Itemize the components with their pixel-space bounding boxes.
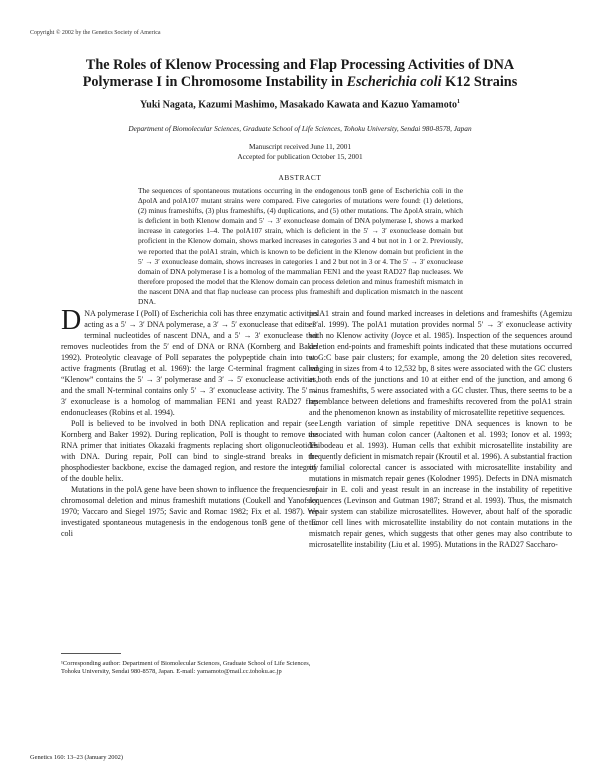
- title-species: Escherichia coli: [346, 74, 442, 90]
- intro-paragraph-1-text: NA polymerase I (PolI) of Escherichia coli has three enzymatic activities acting as a 5′ → 3′ DNA polymerase, a 3′ → 5′ exonuclease that edits 3′ terminal nucleotides of nascent DNA, and a 5′ → 3′ exonuclease that removes nucleotides from the 5′ end of DNA or RNA (Kornberg and Baker 1992). Proteolytic cleavage of PolI separates the polypeptide chain into two active fragments (Brutlag et al. 1969): the large C-terminal fragment called “Klenow” contains the 5′ → 3′ polymerase and 3′ → 5′ exonuclease activities, and the small N-terminal contains only 5′ → 3′ exonuclease activity. The 5′ → 3′ exonuclease is a homolog of mammalian FEN1 and yeast RAD27 flap endonucleases (Robins et al. 1994).: [61, 309, 318, 417]
- received-date: Manuscript received June 11, 2001: [248, 142, 352, 151]
- author-list: [40, 99, 560, 110]
- intro-paragraph-4: polA1 strain and found marked increases in deletions and frameshifts (Agemizu et al. 1999). The polA1 mutation provides normal 5′ → 3′ exonuclease activity with no Klenow activity (Joyce et al. 1985). Inspection of the sequences around deletion end-points and frameshift points indicated that these mutations occurred at G:C base pair clusters; for example, among the 20 deletion sites recovered, ranging in sizes from 4 to 12,532 bp, 8 sites were associated with the GC clusters at both ends of the junctions and 10 at either end of the junction, and among 6 minus frameshifts, 5 were associated with a GC cluster. Thus, there seems to be a resemblance between deletions and frameshifts recovered from the polA1 strain and the phenomenon known as instability of microsatellite repetitive sequences.: [309, 309, 572, 417]
- right-column: [309, 308, 572, 550]
- abstract-body: The sequences of spontaneous mutations occurring in the endogenous tonB gene of Escherichia coli in the ΔpolA and polA107 mutant strains were compared. Five categories of mutations were found: (1) deletions, (2) minus frameshifts, (3) plus frameshifts, (4) duplications, and (5) other mutations. The ΔpolA strain, which is deficient in both Klenow domain and 5′ → 3′ exonuclease domain of DNA polymerase I, shows a marked increase in categories 1–4. The polA107 strain, which is deficient in the 5′ → 3′ exonuclease domain but proficient in the Klenow domain, shows marked increases in categories 3 and 4 but not in 1 or 2. Previously, we reported that the polA1 strain, which is known to be deficient in the Klenow domain but proficient in the 5′ → 3′ exonuclease domain, shows increases in categories 1 and 2 but not in 3 or 4. The 5′ → 3′ exonuclease domain of DNA polymerase I is a homolog of the mammalian FEN1 and the yeast RAD27 flap nucleases. We therefore proposed the model that the Klenow domain can process deletion and minus frameshift mismatch in the nascent DNA and that flap nuclease can process plus frameshift and duplication mismatch in the nascent DNA.: [138, 186, 463, 307]
- author-footnote-mark: 1: [457, 99, 461, 105]
- intro-paragraph-2: PolI is believed to be involved in both DNA replication and repair (see Kornberg and Baker 1992). During replication, PolI is thought to remove the RNA primer that initiates Okazaki fragments replacing short oligonucleotides with DNA. During repair, PolI can bind to single-strand breaks in the phosphodiester backbone, excise the damaged region, and restore the integrity of the double helix.: [61, 419, 318, 483]
- title-line-1: The Roles of Klenow Processing and Flap Processing Activities of DNA: [85, 57, 515, 73]
- intro-paragraph-1: [61, 305, 318, 418]
- footnote-divider: [61, 653, 121, 654]
- authors-text: Yuki Nagata, Kazumi Mashimo, Masakado Kawata and Kazuo Yamamoto: [139, 99, 458, 111]
- title-line-2a: Polymerase I in Chromosome Instability in: [82, 74, 347, 90]
- intro-paragraph-3: Mutations in the polA gene have been shown to influence the frequencies of chromosomal deletion and minus frameshift mutations (Coukell and Yanofsky 1970; Vaccaro and Siegel 1975; Savic and Romac 1982; Fix et al. 1987). We investigated spontaneous mutagenesis in the endogenous tonB gene of the E. coli: [61, 485, 318, 538]
- journal-citation: Genetics 160: 13–23 (January 2002): [30, 754, 123, 761]
- manuscript-dates: [40, 142, 560, 162]
- affiliation: Department of Biomolecular Sciences, Graduate School of Life Sciences, Tohoku University, Sendai 980-8578, Japan: [128, 124, 472, 133]
- corresponding-author-footnote: ¹Corresponding author: Department of Biomolecular Sciences, Graduate School of Life Sciences, Tohoku University, Sendai 980-8578, Japan. E-mail: yamamoto@mail.cc.tohoku.ac.jp: [61, 660, 311, 675]
- paper-title: [40, 57, 560, 91]
- intro-paragraph-5: Length variation of simple repetitive DNA sequences is known to be associated with human colon cancer (Aaltonen et al. 1993; Ionov et al. 1993; Thibodeau et al. 1993). Human cells that exhibit microsatellite instability are frequently deficient in mismatch repair (Kroutil et al. 1996). A substantial fraction of familial colorectal cancer is associated with microsatellite instability and mutations in mismatch repair genes (Kolodner 1995). Defects in DNA mismatch repair in E. coli and yeast result in an increase in the instability of repetitive sequences (Levinson and Gutman 1987; Strand et al. 1993). Thus, the mismatch repair system can stabilize microsatellites. However, about half of the sporadic tumor cell lines with microsatellite instability do not contain mutations in the mismatch repair genes, which suggests that other genes may also contribute to microsatellite instability (Liu et al. 1995). Mutations in the RAD27 Saccharo-: [309, 419, 572, 549]
- accepted-date: Accepted for publication October 15, 2001: [237, 152, 363, 161]
- left-column: [61, 305, 318, 539]
- drop-cap: D: [61, 305, 82, 336]
- copyright-notice: Copyright © 2002 by the Genetics Society of America: [30, 30, 161, 36]
- abstract-heading: ABSTRACT: [278, 173, 322, 182]
- title-line-2b: K12 Strains: [441, 74, 518, 90]
